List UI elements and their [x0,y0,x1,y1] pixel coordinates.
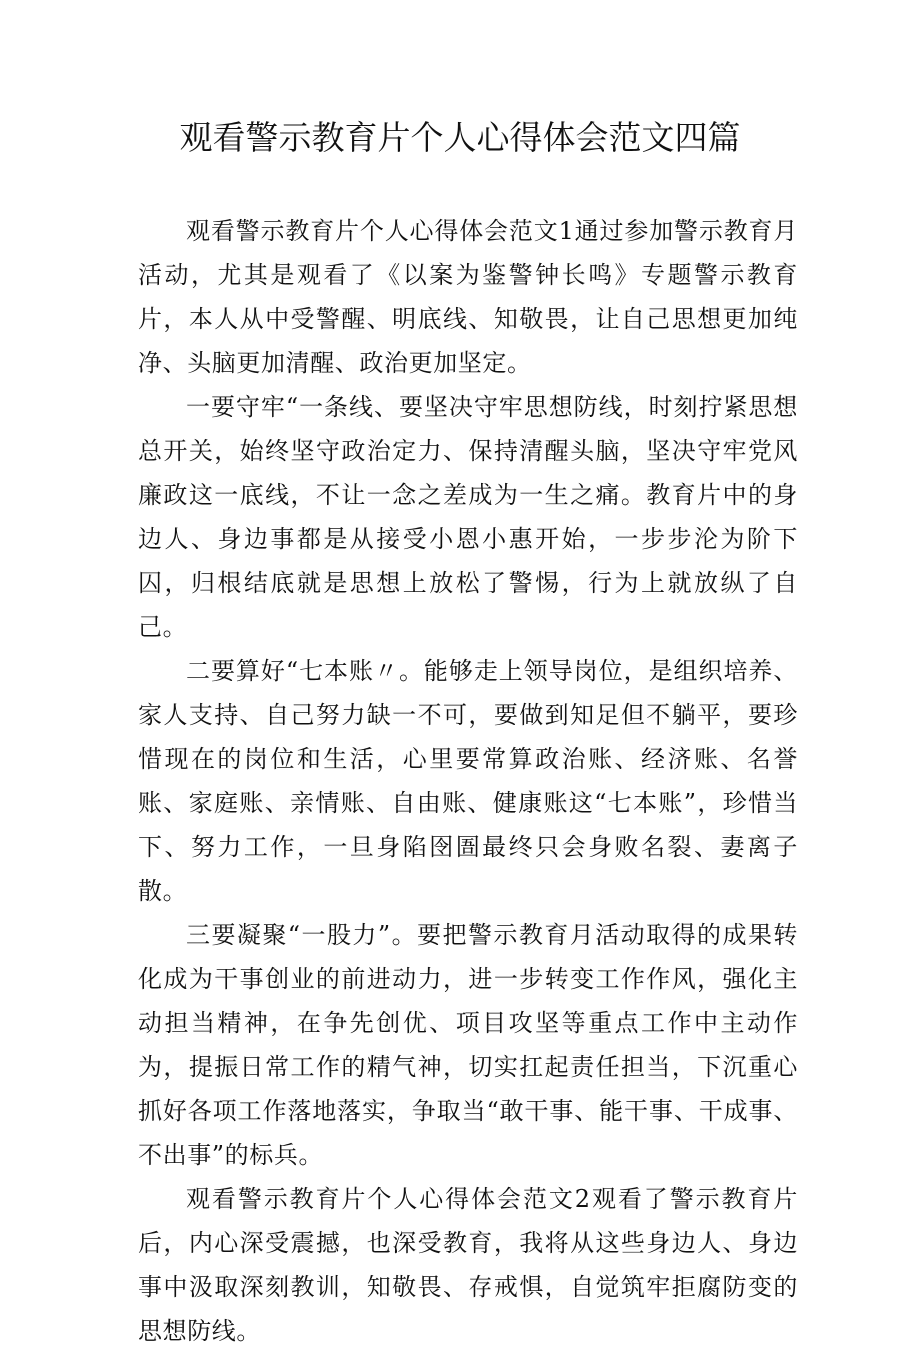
paragraph-2: 一要守牢“一条线、要坚决守牢思想防线，时刻拧紧思想总开关，始终坚守政治定力、保持清醒头脑，坚决守牢党风廉政这一底线，不让一念之差成为一生之痛。教育片中的身边人、身边事都是从接受小恩小惠开始，一步步沦为阶下囚，归根结底就是思想上放松了警惕，行为上就放纵了自己。 [138,393,798,641]
paragraph-3: 二要算好“七本账〃。能够走上领导岗位，是组织培养、家人支持、自己努力缺一不可，要做到知足但不躺平，要珍惜现在的岗位和生活，心里要常算政治账、经济账、名誉账、家庭账、亲情账、自由账、健康账这“七本账”，珍惜当下、努力工作，一旦身陷囹圄最终只会身败名裂、妻离子散。 [138,657,798,905]
paragraph-1: 观看警示教育片个人心得体会范文1通过参加警示教育月活动，尤其是观看了《以案为鉴警钟长鸣》专题警示教育片，本人从中受警醒、明底线、知敬畏，让自己思想更加纯净、头脑更加清醒、政治更加坚定。 [138,217,798,377]
document-body [138,209,798,1353]
document-title: 观看警示教育片个人心得体会范文四篇 [179,118,741,157]
paragraph-4: 三要凝聚“一股力”。要把警示教育月活动取得的成果转化成为干事创业的前进动力，进一步转变工作作风，强化主动担当精神，在争先创优、项目攻坚等重点工作中主动作为，提振日常工作的精气神，切实扛起责任担当，下沉重心抓好各项工作落地落实，争取当“敢干事、能干事、干成事、不出事”的标兵。 [138,921,798,1169]
paragraph-5: 观看警示教育片个人心得体会范文2观看了警示教育片后，内心深受震撼，也深受教育，我将从这些身边人、身边事中汲取深刻教训，知敬畏、存戒惧，自觉筑牢拒腐防变的思想防线。 [138,1185,798,1345]
